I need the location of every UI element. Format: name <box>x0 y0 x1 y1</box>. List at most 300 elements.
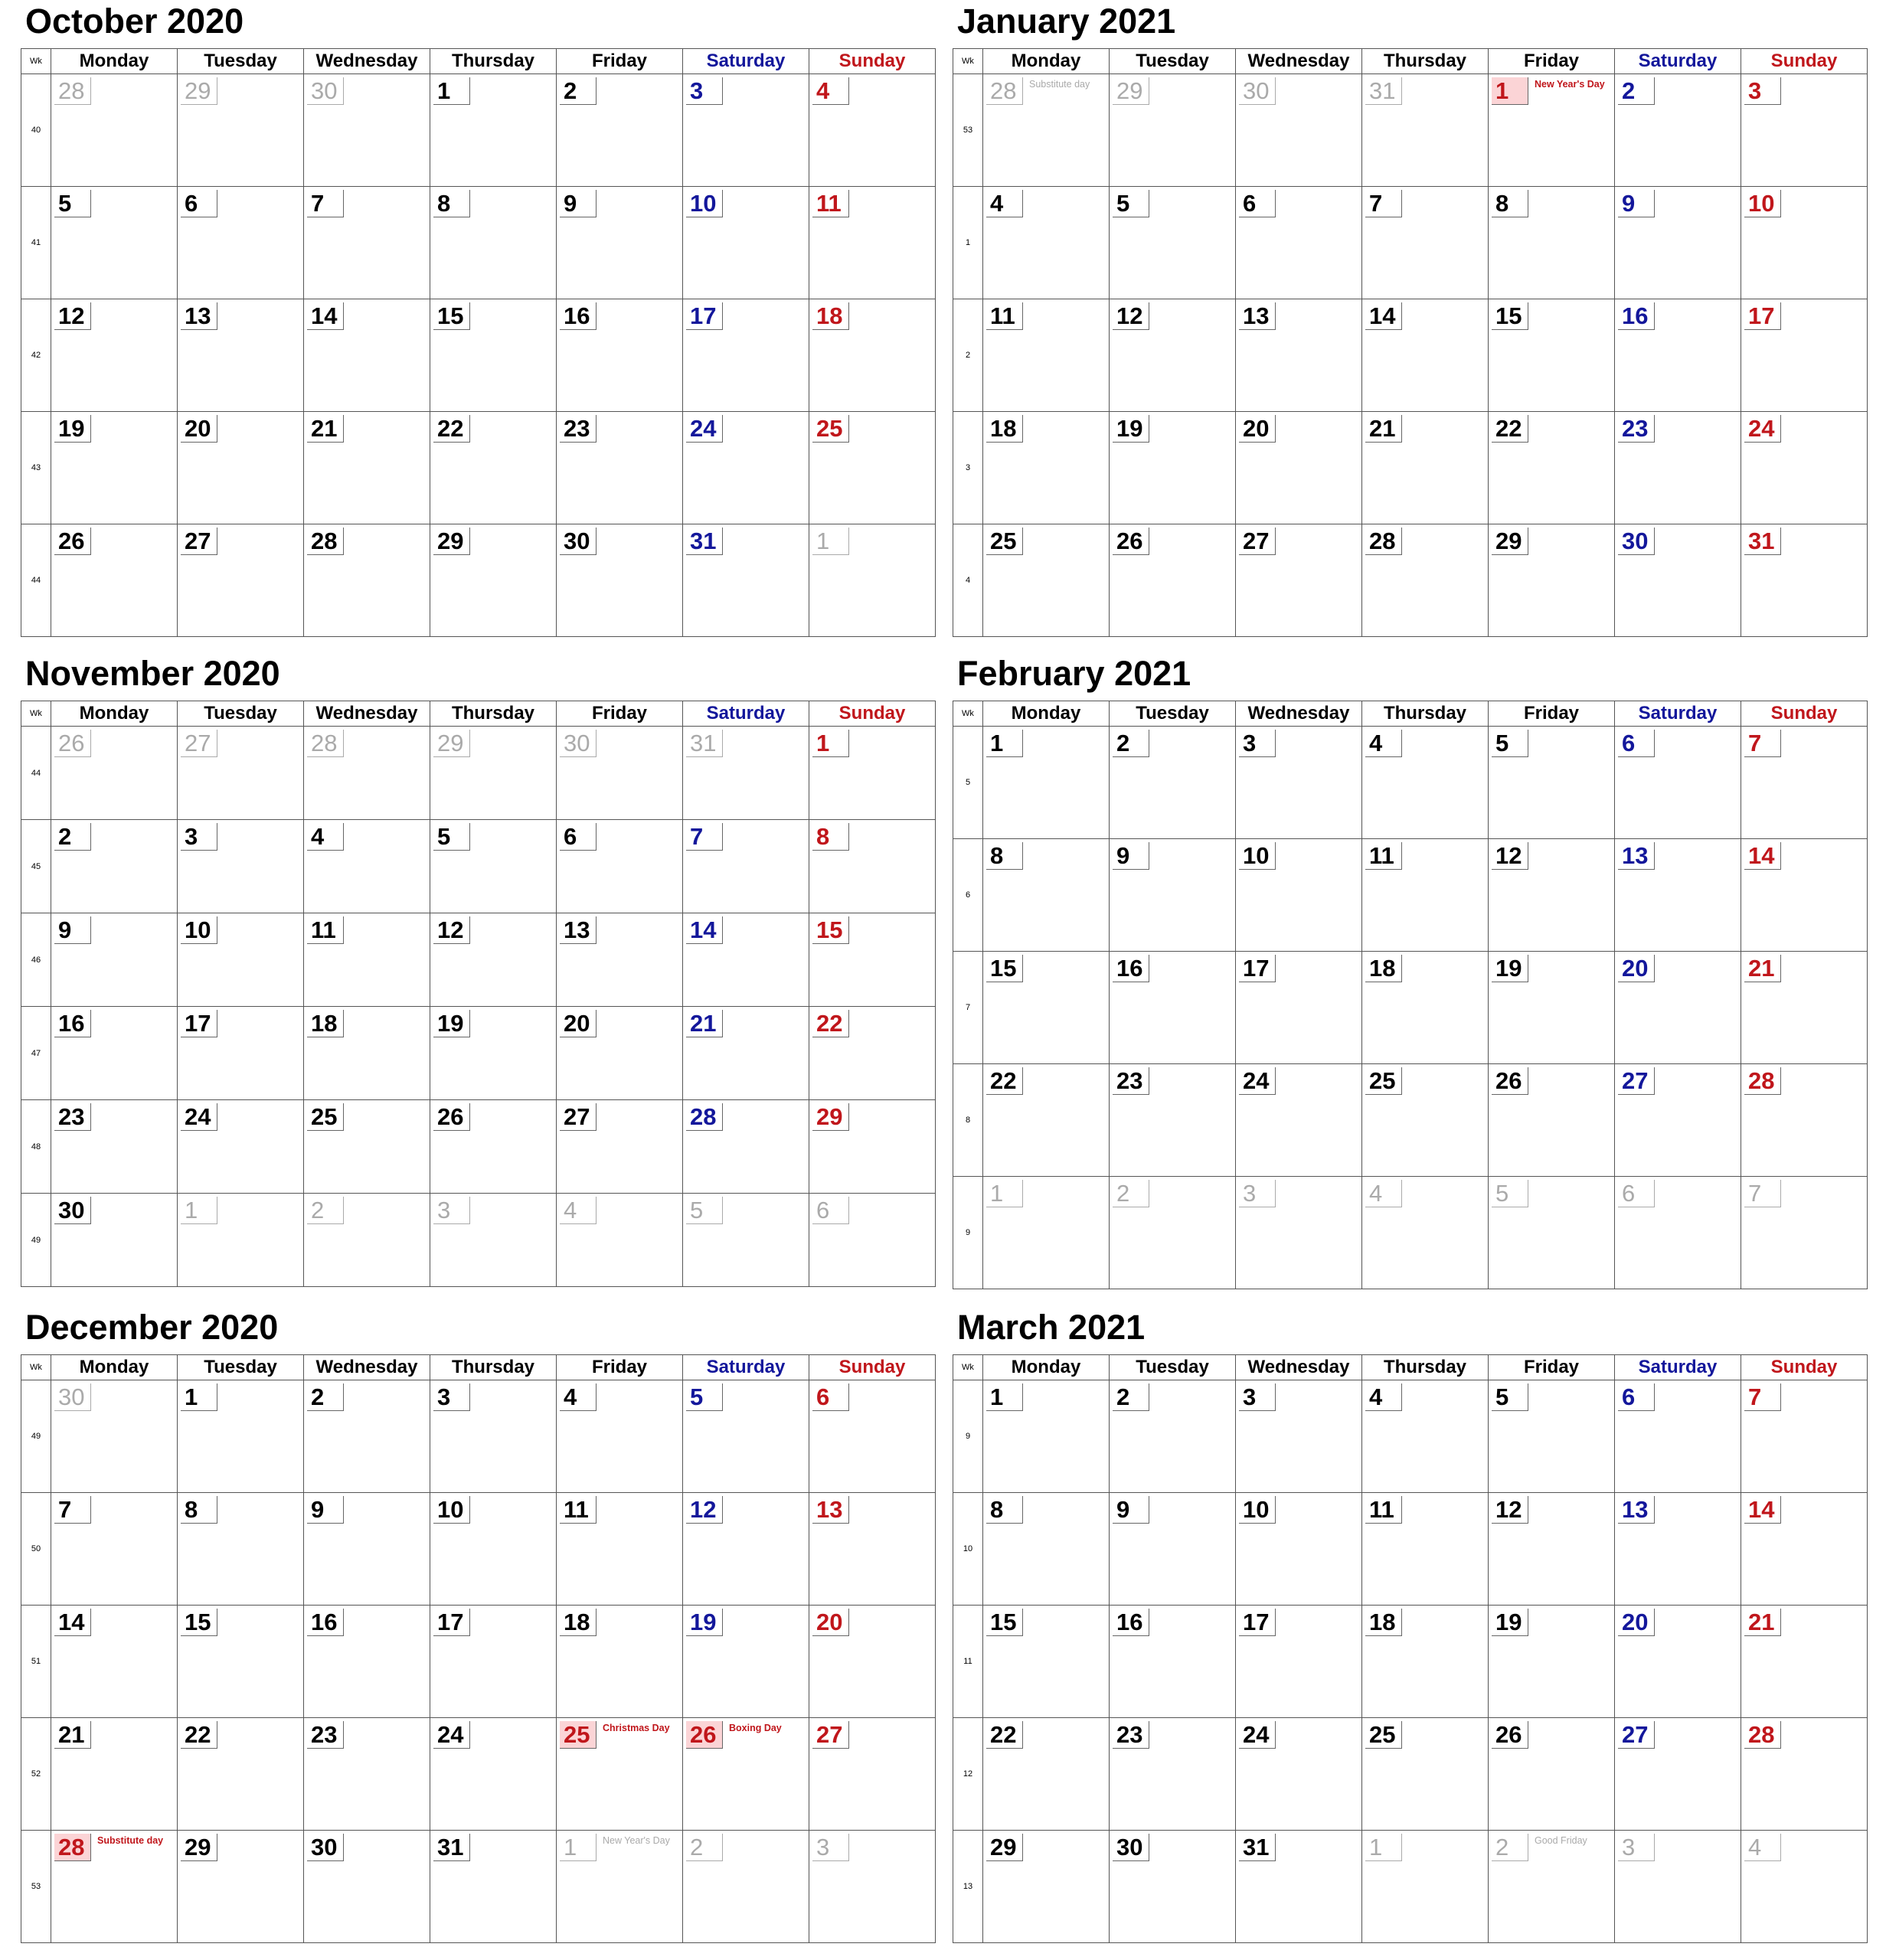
month-grid <box>21 701 936 1287</box>
day-cell[interactable] <box>1236 1177 1362 1289</box>
day-cell[interactable] <box>557 74 683 186</box>
day-cell[interactable] <box>1236 299 1362 411</box>
day-cell[interactable] <box>683 1007 809 1099</box>
day-number: 2 <box>1618 77 1655 105</box>
day-number: 28 <box>307 730 344 757</box>
day-cell[interactable] <box>51 1194 178 1286</box>
day-cell[interactable] <box>1236 952 1362 1063</box>
day-number: 20 <box>1618 1609 1655 1636</box>
day-cell[interactable] <box>683 74 809 186</box>
day-cell[interactable] <box>1236 74 1362 186</box>
day-number: 11 <box>307 916 344 944</box>
day-number: 8 <box>812 823 849 851</box>
day-cell[interactable] <box>557 1007 683 1099</box>
day-cell[interactable] <box>430 1493 557 1605</box>
day-cell[interactable] <box>557 1194 683 1286</box>
day-number: 23 <box>560 415 597 443</box>
day-number: 2 <box>1113 730 1149 757</box>
day-cell[interactable] <box>1615 524 1741 636</box>
day-cell[interactable] <box>809 1194 935 1286</box>
day-cell[interactable] <box>557 412 683 524</box>
day-cell[interactable] <box>51 299 178 411</box>
day-cell[interactable] <box>983 74 1110 186</box>
day-cell[interactable] <box>430 913 557 1006</box>
day-cell[interactable] <box>1236 1493 1362 1605</box>
weekday-header-monday: Monday <box>51 1355 178 1380</box>
day-cell[interactable] <box>1489 1064 1615 1176</box>
weekday-header-row <box>953 701 1867 727</box>
day-number: 4 <box>812 77 849 105</box>
day-number: 19 <box>1492 955 1528 982</box>
day-cell[interactable] <box>178 1007 304 1099</box>
day-number: 27 <box>181 730 217 757</box>
day-cell[interactable] <box>51 1493 178 1605</box>
day-number: 1 <box>812 730 849 757</box>
day-cell[interactable] <box>683 1606 809 1717</box>
weekday-header-friday: Friday <box>557 701 683 726</box>
week-row <box>953 1606 1867 1718</box>
day-cell[interactable] <box>683 1194 809 1286</box>
day-cell[interactable] <box>683 412 809 524</box>
weekday-header-row <box>21 49 935 74</box>
day-number: 31 <box>433 1834 470 1861</box>
day-cell[interactable] <box>1236 412 1362 524</box>
day-cell[interactable] <box>1741 74 1867 186</box>
day-cell[interactable] <box>1741 524 1867 636</box>
day-number: 10 <box>181 916 217 944</box>
day-cell[interactable] <box>430 1100 557 1193</box>
day-number: 24 <box>1744 415 1781 443</box>
day-cell[interactable] <box>1110 952 1236 1063</box>
day-cell[interactable] <box>1489 1380 1615 1492</box>
day-number: 3 <box>1618 1834 1655 1861</box>
day-number: 5 <box>1492 730 1528 757</box>
day-cell[interactable] <box>1489 727 1615 838</box>
day-cell[interactable] <box>983 952 1110 1063</box>
day-cell[interactable] <box>51 524 178 636</box>
day-number: 8 <box>986 1496 1023 1524</box>
day-cell[interactable] <box>557 727 683 819</box>
day-cell[interactable] <box>304 1606 430 1717</box>
day-number: 8 <box>1492 190 1528 217</box>
day-cell[interactable] <box>557 299 683 411</box>
day-cell[interactable] <box>1362 1380 1489 1492</box>
week-number: 9 <box>953 1177 983 1289</box>
day-cell[interactable] <box>983 187 1110 299</box>
day-cell[interactable] <box>1489 1831 1615 1942</box>
day-cell[interactable] <box>1489 1493 1615 1605</box>
day-cell[interactable] <box>1110 412 1236 524</box>
day-number: 16 <box>560 302 597 330</box>
day-cell[interactable] <box>1110 1606 1236 1717</box>
day-cell[interactable] <box>430 1718 557 1830</box>
day-number: 18 <box>1365 1609 1402 1636</box>
day-cell[interactable] <box>178 1380 304 1492</box>
day-cell[interactable] <box>1615 1606 1741 1717</box>
day-cell[interactable] <box>983 1177 1110 1289</box>
day-cell[interactable] <box>1489 412 1615 524</box>
day-cell[interactable] <box>430 1194 557 1286</box>
day-cell[interactable] <box>983 1718 1110 1830</box>
day-cell[interactable] <box>1741 1493 1867 1605</box>
day-cell[interactable] <box>557 524 683 636</box>
day-number: 29 <box>812 1103 849 1131</box>
day-number: 13 <box>560 916 597 944</box>
day-cell[interactable] <box>1741 1718 1867 1830</box>
day-cell[interactable] <box>1110 727 1236 838</box>
day-number: 22 <box>986 1721 1023 1749</box>
day-cell[interactable] <box>1615 1380 1741 1492</box>
day-cell[interactable] <box>430 820 557 913</box>
day-cell[interactable] <box>1615 1718 1741 1830</box>
day-cell[interactable] <box>178 524 304 636</box>
day-cell[interactable] <box>51 187 178 299</box>
day-cell[interactable] <box>557 1606 683 1717</box>
day-cell[interactable] <box>809 299 935 411</box>
day-cell[interactable] <box>1615 1831 1741 1942</box>
day-number: 28 <box>686 1103 723 1131</box>
day-cell[interactable] <box>809 1100 935 1193</box>
day-cell[interactable] <box>683 1100 809 1193</box>
day-cell[interactable] <box>683 1380 809 1492</box>
day-number: 21 <box>1744 955 1781 982</box>
day-cell[interactable] <box>983 299 1110 411</box>
day-cell[interactable] <box>1741 952 1867 1063</box>
day-cell[interactable] <box>51 412 178 524</box>
day-cell[interactable] <box>557 1100 683 1193</box>
day-cell[interactable] <box>430 74 557 186</box>
day-cell[interactable] <box>304 1100 430 1193</box>
day-cell[interactable] <box>683 187 809 299</box>
day-cell[interactable] <box>178 299 304 411</box>
weekday-header-tuesday: Tuesday <box>1110 49 1236 74</box>
day-cell[interactable] <box>683 299 809 411</box>
day-cell[interactable] <box>1362 727 1489 838</box>
day-cell[interactable] <box>304 1493 430 1605</box>
day-cell[interactable] <box>178 1194 304 1286</box>
day-cell[interactable] <box>1741 412 1867 524</box>
month-grid <box>953 48 1868 637</box>
day-cell[interactable] <box>178 727 304 819</box>
day-cell[interactable] <box>1110 74 1236 186</box>
day-cell[interactable] <box>683 1831 809 1942</box>
day-cell[interactable] <box>1741 727 1867 838</box>
week-number: 49 <box>21 1380 51 1492</box>
day-cell[interactable] <box>557 187 683 299</box>
day-cell[interactable] <box>983 412 1110 524</box>
day-cell[interactable] <box>1615 1177 1741 1289</box>
day-cell[interactable] <box>1110 1177 1236 1289</box>
day-number: 6 <box>1618 1180 1655 1207</box>
day-number: 4 <box>986 190 1023 217</box>
day-cell[interactable] <box>430 412 557 524</box>
day-cell[interactable] <box>809 1606 935 1717</box>
day-cell[interactable] <box>809 74 935 186</box>
holiday-label: New Year's Day <box>603 1835 670 1846</box>
day-cell[interactable] <box>304 1831 430 1942</box>
day-cell[interactable] <box>1489 299 1615 411</box>
week-number: 51 <box>21 1606 51 1717</box>
day-number: 9 <box>1113 1496 1149 1524</box>
day-cell[interactable] <box>1615 299 1741 411</box>
day-cell[interactable] <box>1489 524 1615 636</box>
day-number: 9 <box>1618 190 1655 217</box>
day-number: 20 <box>181 415 217 443</box>
day-cell[interactable] <box>1110 524 1236 636</box>
day-cell[interactable] <box>983 1606 1110 1717</box>
weekday-header-wednesday: Wednesday <box>304 49 430 74</box>
weekday-header-thursday: Thursday <box>1362 701 1489 726</box>
day-cell[interactable] <box>1489 952 1615 1063</box>
day-cell[interactable] <box>983 839 1110 951</box>
day-cell[interactable] <box>1741 839 1867 951</box>
day-cell[interactable] <box>304 820 430 913</box>
day-cell[interactable] <box>1362 1493 1489 1605</box>
day-cell[interactable] <box>178 1100 304 1193</box>
day-cell[interactable] <box>1489 839 1615 951</box>
day-number: 15 <box>986 1609 1023 1636</box>
day-number: 5 <box>686 1197 723 1224</box>
day-cell[interactable] <box>1489 1177 1615 1289</box>
day-cell[interactable] <box>1110 1064 1236 1176</box>
day-number: 12 <box>1492 1496 1528 1524</box>
day-cell[interactable] <box>809 412 935 524</box>
day-cell[interactable] <box>304 1007 430 1099</box>
day-number: 25 <box>560 1721 597 1749</box>
day-cell[interactable] <box>557 820 683 913</box>
day-cell[interactable] <box>51 1380 178 1492</box>
day-cell[interactable] <box>683 913 809 1006</box>
day-cell[interactable] <box>51 1831 178 1942</box>
day-cell[interactable] <box>1236 727 1362 838</box>
day-number: 16 <box>1618 302 1655 330</box>
day-cell[interactable] <box>1236 1718 1362 1830</box>
day-number: 4 <box>1365 730 1402 757</box>
day-cell[interactable] <box>178 1718 304 1830</box>
day-cell[interactable] <box>983 1064 1110 1176</box>
day-number: 15 <box>181 1609 217 1636</box>
week-row <box>21 1718 935 1831</box>
day-cell[interactable] <box>809 1007 935 1099</box>
day-cell[interactable] <box>557 1831 683 1942</box>
day-cell[interactable] <box>683 727 809 819</box>
day-cell[interactable] <box>1362 1177 1489 1289</box>
day-cell[interactable] <box>683 1718 809 1830</box>
day-cell[interactable] <box>1236 524 1362 636</box>
day-cell[interactable] <box>1362 952 1489 1063</box>
day-cell[interactable] <box>1236 1831 1362 1942</box>
day-cell[interactable] <box>1615 727 1741 838</box>
day-cell[interactable] <box>51 1007 178 1099</box>
day-cell[interactable] <box>304 1718 430 1830</box>
day-cell[interactable] <box>809 187 935 299</box>
day-cell[interactable] <box>304 727 430 819</box>
day-cell[interactable] <box>1110 187 1236 299</box>
day-cell[interactable] <box>1362 299 1489 411</box>
day-cell[interactable] <box>178 74 304 186</box>
day-cell[interactable] <box>51 913 178 1006</box>
day-cell[interactable] <box>983 1380 1110 1492</box>
day-cell[interactable] <box>1741 1831 1867 1942</box>
day-cell[interactable] <box>1236 187 1362 299</box>
day-cell[interactable] <box>430 1007 557 1099</box>
day-cell[interactable] <box>1489 1606 1615 1717</box>
day-cell[interactable] <box>809 524 935 636</box>
day-cell[interactable] <box>809 1718 935 1830</box>
day-number: 1 <box>986 1383 1023 1411</box>
day-cell[interactable] <box>1741 1380 1867 1492</box>
day-number: 31 <box>1239 1834 1276 1861</box>
day-number: 22 <box>181 1721 217 1749</box>
day-cell[interactable] <box>683 820 809 913</box>
day-cell[interactable] <box>1741 1064 1867 1176</box>
day-cell[interactable] <box>1110 839 1236 951</box>
day-number: 24 <box>686 415 723 443</box>
day-cell[interactable] <box>683 1493 809 1605</box>
day-cell[interactable] <box>1615 1493 1741 1605</box>
day-cell[interactable] <box>304 412 430 524</box>
weekday-header-sunday: Sunday <box>838 703 906 724</box>
day-number: 19 <box>686 1609 723 1636</box>
day-cell[interactable] <box>1362 1606 1489 1717</box>
day-cell[interactable] <box>51 1606 178 1717</box>
day-cell[interactable] <box>1362 187 1489 299</box>
day-cell[interactable] <box>178 1606 304 1717</box>
day-cell[interactable] <box>430 1606 557 1717</box>
day-cell[interactable] <box>1110 1493 1236 1605</box>
day-cell[interactable] <box>1741 299 1867 411</box>
day-cell[interactable] <box>178 187 304 299</box>
day-cell[interactable] <box>430 1380 557 1492</box>
day-cell[interactable] <box>557 1380 683 1492</box>
day-cell[interactable] <box>809 727 935 819</box>
day-number: 10 <box>686 190 723 217</box>
day-cell[interactable] <box>1362 412 1489 524</box>
day-cell[interactable] <box>1615 1064 1741 1176</box>
day-number: 23 <box>1113 1067 1149 1095</box>
day-number: 8 <box>433 190 470 217</box>
day-cell[interactable] <box>1362 524 1489 636</box>
week-number: 7 <box>953 952 983 1063</box>
day-cell[interactable] <box>809 1493 935 1605</box>
day-cell[interactable] <box>557 913 683 1006</box>
day-cell[interactable] <box>178 913 304 1006</box>
day-cell[interactable] <box>304 187 430 299</box>
day-cell[interactable] <box>1362 839 1489 951</box>
day-cell[interactable] <box>1362 74 1489 186</box>
week-row <box>953 412 1867 524</box>
day-cell[interactable] <box>983 524 1110 636</box>
day-cell[interactable] <box>51 1100 178 1193</box>
day-cell[interactable] <box>51 727 178 819</box>
day-cell[interactable] <box>178 412 304 524</box>
day-cell[interactable] <box>51 820 178 913</box>
day-number: 25 <box>986 528 1023 555</box>
day-number: 7 <box>1744 730 1781 757</box>
day-cell[interactable] <box>1741 187 1867 299</box>
day-cell[interactable] <box>983 1831 1110 1942</box>
day-cell[interactable] <box>1615 412 1741 524</box>
day-cell[interactable] <box>1615 839 1741 951</box>
day-cell[interactable] <box>1236 1064 1362 1176</box>
week-row <box>21 187 935 299</box>
day-cell[interactable] <box>1615 187 1741 299</box>
day-number: 15 <box>433 302 470 330</box>
day-number: 12 <box>686 1496 723 1524</box>
day-number: 18 <box>1365 955 1402 982</box>
day-cell[interactable] <box>1741 1606 1867 1717</box>
day-cell[interactable] <box>304 1194 430 1286</box>
day-cell[interactable] <box>809 913 935 1006</box>
weekday-header-friday: Friday <box>557 1355 683 1380</box>
day-cell[interactable] <box>304 524 430 636</box>
day-cell[interactable] <box>557 1718 683 1830</box>
day-number: 24 <box>181 1103 217 1131</box>
day-cell[interactable] <box>1615 952 1741 1063</box>
day-cell[interactable] <box>1236 1380 1362 1492</box>
day-cell[interactable] <box>430 187 557 299</box>
day-number: 6 <box>560 823 597 851</box>
day-cell[interactable] <box>1615 74 1741 186</box>
day-number: 17 <box>433 1609 470 1636</box>
day-cell[interactable] <box>1110 1718 1236 1830</box>
day-cell[interactable] <box>1489 74 1615 186</box>
day-cell[interactable] <box>1362 1831 1489 1942</box>
day-cell[interactable] <box>1236 1606 1362 1717</box>
day-cell[interactable] <box>304 299 430 411</box>
day-cell[interactable] <box>683 524 809 636</box>
day-number: 14 <box>686 916 723 944</box>
day-cell[interactable] <box>51 1718 178 1830</box>
week-row <box>953 1831 1867 1942</box>
day-cell[interactable] <box>809 1380 935 1492</box>
day-cell[interactable] <box>983 727 1110 838</box>
day-cell[interactable] <box>1110 1831 1236 1942</box>
day-cell[interactable] <box>304 913 430 1006</box>
week-row <box>953 299 1867 412</box>
day-cell[interactable] <box>557 1493 683 1605</box>
day-cell[interactable] <box>178 820 304 913</box>
day-cell[interactable] <box>178 1831 304 1942</box>
day-number: 20 <box>560 1010 597 1037</box>
week-row <box>21 524 935 636</box>
day-cell[interactable] <box>51 74 178 186</box>
week-number: 53 <box>21 1831 51 1942</box>
day-cell[interactable] <box>430 524 557 636</box>
weekday-header-saturday: Saturday <box>683 1355 809 1380</box>
day-cell[interactable] <box>1741 1177 1867 1289</box>
day-number: 27 <box>1239 528 1276 555</box>
day-cell[interactable] <box>304 74 430 186</box>
day-cell[interactable] <box>1110 1380 1236 1492</box>
day-cell[interactable] <box>1489 187 1615 299</box>
day-cell[interactable] <box>983 1493 1110 1605</box>
day-cell[interactable] <box>1110 299 1236 411</box>
day-cell[interactable] <box>809 1831 935 1942</box>
day-cell[interactable] <box>430 727 557 819</box>
day-number: 15 <box>986 955 1023 982</box>
day-cell[interactable] <box>1362 1718 1489 1830</box>
weekday-header-wednesday: Wednesday <box>1236 701 1362 726</box>
day-cell[interactable] <box>178 1493 304 1605</box>
day-cell[interactable] <box>430 1831 557 1942</box>
day-cell[interactable] <box>1489 1718 1615 1830</box>
day-cell[interactable] <box>304 1380 430 1492</box>
day-cell[interactable] <box>430 299 557 411</box>
day-cell[interactable] <box>809 820 935 913</box>
day-cell[interactable] <box>1236 839 1362 951</box>
day-cell[interactable] <box>1362 1064 1489 1176</box>
